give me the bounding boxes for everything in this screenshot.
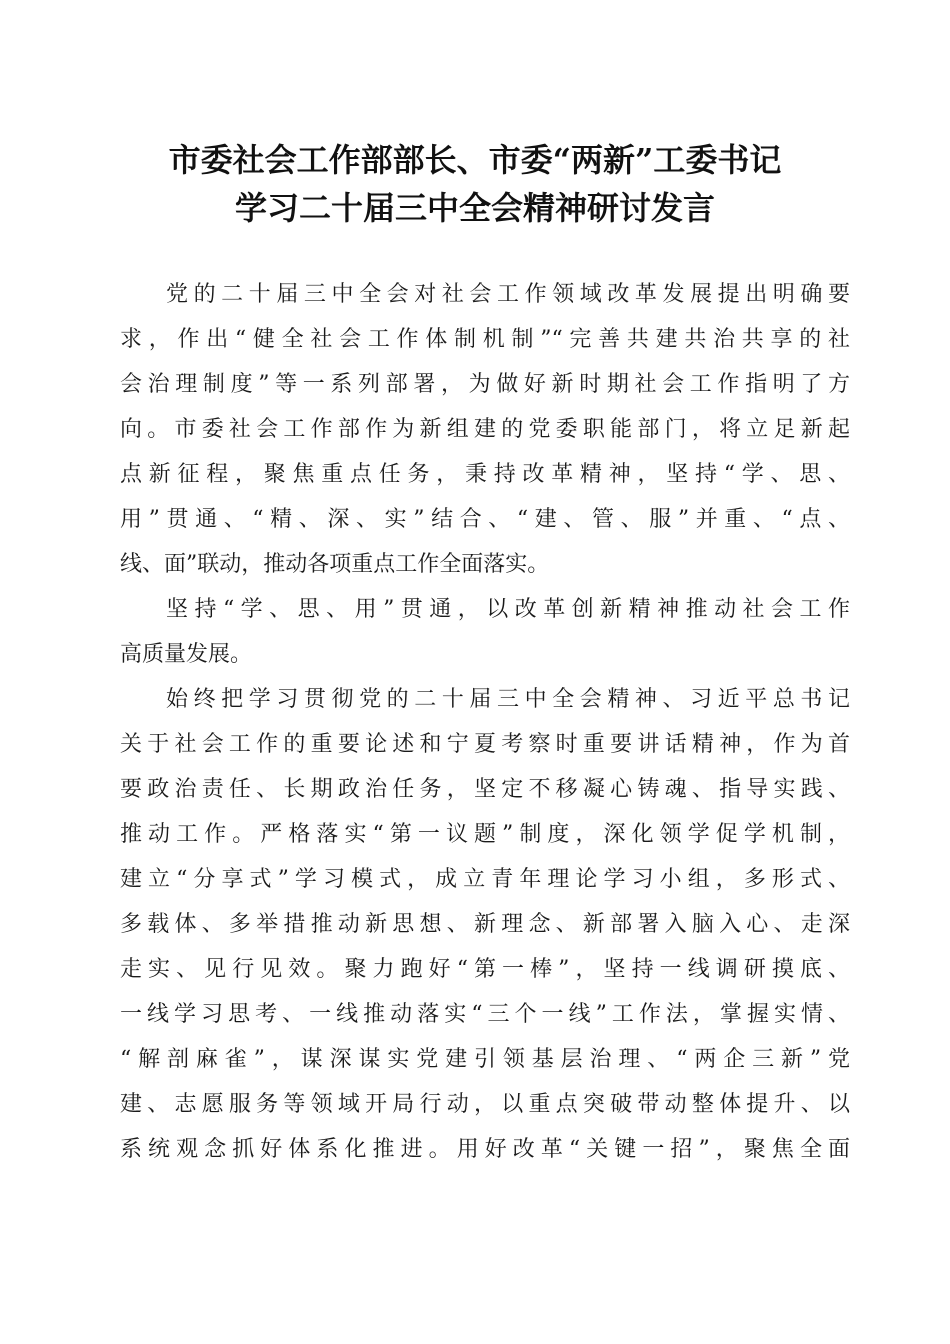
body-line: “解剖麻雀”，谋深谋实党建引领基层治理、“两企三新”党 <box>120 1047 850 1072</box>
body-line: 线、面”联动，推动各项重点工作全面落实。 <box>120 552 550 577</box>
document-title-line-1: 市委社会工作部部长、市委“两新”工委书记 <box>168 141 782 179</box>
body-line: 推动工作。严格落实“第一议题”制度，深化领学促学机制， <box>120 822 850 847</box>
body-line: 用”贯通、“精、深、实”结合、“建、管、服”并重、“点、 <box>120 507 850 532</box>
body-line: 党的二十届三中全会对社会工作领域改革发展提出明确要 <box>166 282 850 307</box>
document-title-line-2: 学习二十届三中全会精神研讨发言 <box>234 189 715 227</box>
body-line: 系统观念抓好体系化推进。用好改革“关键一招”，聚焦全面 <box>120 1137 850 1162</box>
body-line: 求，作出“健全社会工作体制机制”“完善共建共治共享的社 <box>120 327 850 352</box>
body-line: 走实、见行见效。聚力跑好“第一棒”，坚持一线调研摸底、 <box>120 957 850 982</box>
body-line: 多载体、多举措推动新思想、新理念、新部署入脑入心、走深 <box>120 912 850 937</box>
body-line: 始终把学习贯彻党的二十届三中全会精神、习近平总书记 <box>166 687 850 712</box>
body-line: 建立“分享式”学习模式，成立青年理论学习小组，多形式、 <box>120 867 850 892</box>
body-line: 点新征程，聚焦重点任务，秉持改革精神，坚持“学、思、 <box>120 462 850 487</box>
body-line: 要政治责任、长期政治任务，坚定不移凝心铸魂、指导实践、 <box>120 777 850 802</box>
body-line: 建、志愿服务等领域开局行动，以重点突破带动整体提升、以 <box>120 1092 850 1117</box>
body-line: 高质量发展。 <box>120 642 253 667</box>
body-line: 坚持“学、思、用”贯通，以改革创新精神推动社会工作 <box>166 597 850 622</box>
body-line: 关于社会工作的重要论述和宁夏考察时重要讲话精神，作为首 <box>120 732 850 757</box>
body-line: 一线学习思考、一线推动落实“三个一线”工作法，掌握实情、 <box>120 1002 850 1027</box>
body-line: 向。市委社会工作部作为新组建的党委职能部门，将立足新起 <box>120 417 850 442</box>
body-line: 会治理制度”等一系列部署，为做好新时期社会工作指明了方 <box>120 372 850 397</box>
